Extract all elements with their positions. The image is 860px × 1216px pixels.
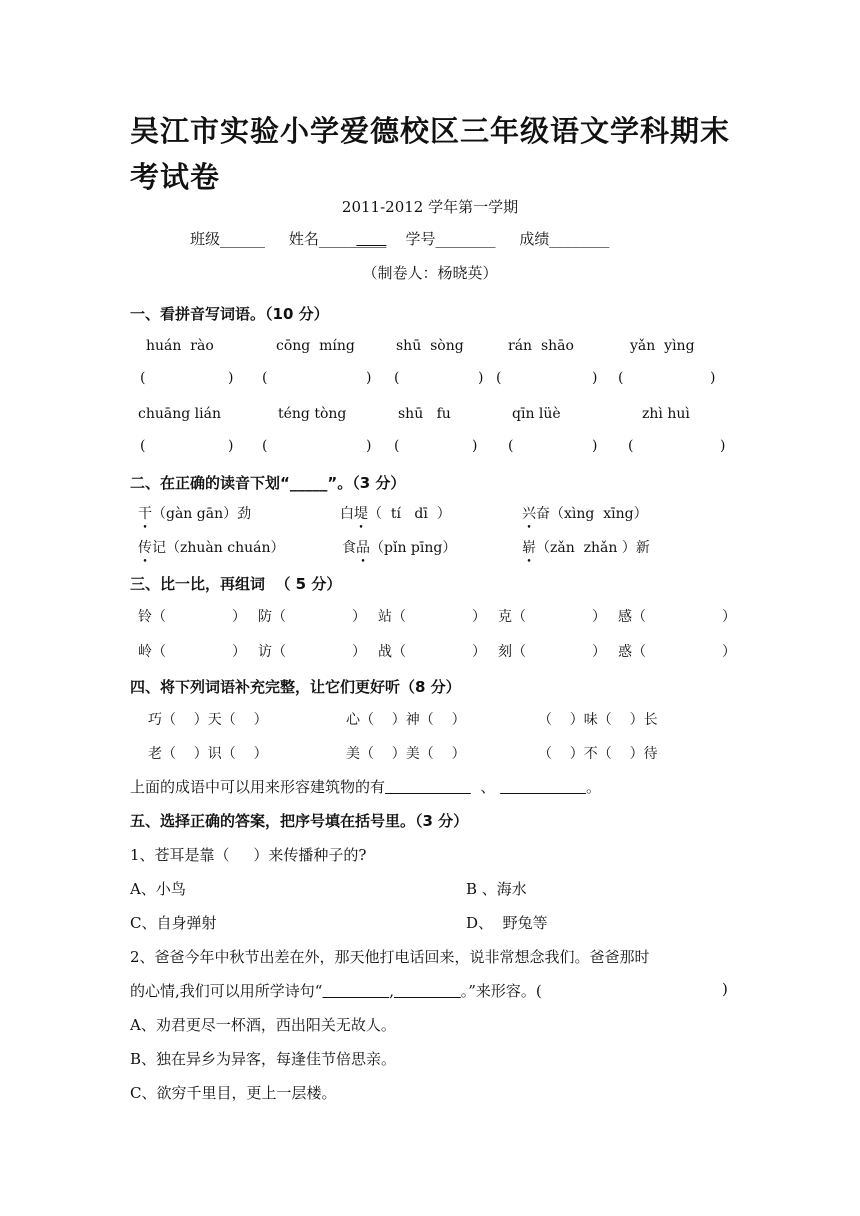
paren-close: ) bbox=[366, 370, 372, 386]
paren-close: ) bbox=[366, 438, 372, 454]
answer-blank[interactable] bbox=[500, 778, 586, 796]
compare-char: 惑（ bbox=[618, 644, 646, 660]
idiom: （ ）味（ ）长 bbox=[538, 712, 658, 728]
paren-open: ( bbox=[394, 370, 400, 386]
question-2-line-2 bbox=[130, 980, 730, 1001]
reading-item[interactable] bbox=[138, 537, 284, 557]
reading-item[interactable] bbox=[522, 503, 648, 523]
question-text: 的心情,我们可以用所学诗句“ bbox=[130, 982, 323, 1000]
paren-close: ) bbox=[720, 438, 726, 454]
answer-paren-close: ) bbox=[722, 980, 728, 998]
paren-open: ( bbox=[618, 370, 624, 386]
section3-heading: 三、比一比，再组词 （ 5 分） bbox=[130, 575, 342, 593]
pinyin: rán shāo bbox=[508, 338, 574, 354]
reading-item[interactable] bbox=[342, 537, 456, 557]
answer-blank[interactable] bbox=[322, 982, 389, 1000]
answer-blank[interactable] bbox=[385, 778, 471, 796]
comma: , bbox=[389, 982, 394, 1000]
pinyin: shū fu bbox=[398, 406, 451, 422]
paren-close: ) bbox=[592, 370, 598, 386]
name-field[interactable]: 姓名_____ bbox=[288, 230, 357, 248]
period: 。 bbox=[586, 778, 602, 796]
paren-open: ( bbox=[262, 438, 268, 454]
compare-row-1[interactable] bbox=[0, 606, 860, 630]
name-blank[interactable]: ____ bbox=[356, 230, 387, 248]
paren-close: ） bbox=[352, 609, 366, 625]
reading-row-2 bbox=[0, 537, 860, 561]
reading-row-1 bbox=[0, 503, 860, 527]
student-id-field[interactable]: 学号________ bbox=[405, 230, 496, 248]
dotted-char: 干 bbox=[138, 506, 152, 522]
paren-open: ( bbox=[140, 370, 146, 386]
reading-text: 记（zhuàn chuán） bbox=[152, 540, 285, 556]
paren-close: ） bbox=[352, 644, 366, 660]
q2-option-c[interactable]: C、欲穷千里目，更上一层楼。 bbox=[130, 1084, 337, 1102]
paren-close: ) bbox=[228, 438, 234, 454]
paren-close: ) bbox=[478, 370, 484, 386]
option-b[interactable]: B 、海水 bbox=[466, 880, 527, 898]
idiom: 美（ ）美（ ） bbox=[346, 746, 466, 762]
answer-blank[interactable] bbox=[394, 982, 461, 1000]
compare-char: 铃（ bbox=[138, 609, 166, 625]
compare-char: 克（ bbox=[498, 609, 526, 625]
compare-char: 访（ bbox=[258, 644, 286, 660]
paren-close: ） bbox=[232, 644, 246, 660]
reading-text: （gàn gān）劲 bbox=[152, 506, 252, 522]
paren-close: ） bbox=[722, 609, 736, 625]
section4-heading: 四、将下列词语补充完整，让它们更好听（8 分） bbox=[130, 678, 461, 696]
paren-open: ( bbox=[262, 370, 268, 386]
reading-text: 白 bbox=[340, 506, 354, 522]
compare-char: 战（ bbox=[378, 644, 406, 660]
pinyin: qīn lüè bbox=[512, 406, 561, 422]
paren-close: ） bbox=[472, 644, 486, 660]
option-d[interactable]: D、 野兔等 bbox=[466, 914, 548, 932]
compare-char: 岭（ bbox=[138, 644, 166, 660]
dotted-char: 兴 bbox=[522, 506, 536, 522]
idiom: 心（ ）神（ ） bbox=[346, 712, 466, 728]
reading-text: （pǐn pīng） bbox=[370, 540, 457, 556]
paren-open: ( bbox=[496, 370, 502, 386]
paren-close: ) bbox=[472, 438, 478, 454]
dotted-char: 堤 bbox=[354, 506, 368, 522]
compare-char: 站（ bbox=[378, 609, 406, 625]
reading-text: （zǎn zhǎn ）新 bbox=[536, 540, 650, 556]
reading-item[interactable] bbox=[340, 503, 451, 523]
section1-heading: 一、看拼音写词语。（10 分） bbox=[130, 305, 329, 323]
building-idiom-question bbox=[130, 776, 601, 797]
pinyin: yǎn yìng bbox=[630, 338, 695, 354]
idiom: （ ）不（ ）待 bbox=[538, 746, 658, 762]
paren-close: ） bbox=[232, 609, 246, 625]
separator: 、 bbox=[480, 778, 496, 796]
pinyin: huán rào bbox=[146, 338, 214, 354]
option-a[interactable]: A、小鸟 bbox=[130, 880, 186, 898]
semester: 2011-2012 学年第一学期 bbox=[341, 198, 519, 216]
section5-heading: 五、选择正确的答案，把序号填在括号里。（3 分） bbox=[130, 812, 469, 830]
option-c[interactable]: C、自身弹射 bbox=[130, 914, 217, 932]
answer-row-2[interactable] bbox=[0, 438, 860, 462]
pinyin-row-1 bbox=[0, 338, 860, 362]
question-text: 上面的成语中可以用来形容建筑物的有 bbox=[130, 778, 386, 796]
question-2-line-1: 2、爸爸今年中秋节出差在外，那天他打电话回来，说非常想念我们。爸爸那时 bbox=[130, 948, 650, 966]
paren-open: ( bbox=[508, 438, 514, 454]
paren-close: ) bbox=[592, 438, 598, 454]
paren-close: ) bbox=[710, 370, 716, 386]
reading-item[interactable] bbox=[138, 503, 251, 523]
paren-open: ( bbox=[394, 438, 400, 454]
idiom: 巧（ ）天（ ） bbox=[148, 712, 268, 728]
idiom-row-2[interactable] bbox=[0, 743, 860, 767]
score-field[interactable]: 成绩________ bbox=[519, 230, 610, 248]
dotted-char: 崭 bbox=[522, 540, 536, 556]
dotted-char: 品 bbox=[356, 540, 370, 556]
section2-heading: 二、在正确的读音下划“_____”。（3 分） bbox=[130, 474, 406, 492]
paren-close: ) bbox=[228, 370, 234, 386]
question-1[interactable]: 1、苍耳是靠（ ）来传播种子的? bbox=[130, 846, 367, 864]
reading-item[interactable] bbox=[522, 537, 650, 557]
paren-open: ( bbox=[628, 438, 634, 454]
dotted-char: 传 bbox=[138, 540, 152, 556]
idiom-row-1[interactable] bbox=[0, 709, 860, 733]
answer-row-1[interactable] bbox=[0, 370, 860, 394]
pinyin: shū sòng bbox=[396, 338, 464, 354]
paren-close: ） bbox=[592, 644, 606, 660]
pinyin-row-2 bbox=[0, 406, 860, 430]
idiom: 老（ ）识（ ） bbox=[148, 746, 268, 762]
compare-row-2[interactable] bbox=[0, 641, 860, 665]
paren-close: ） bbox=[722, 644, 736, 660]
page-title: 吴江市实验小学爱德校区三年级语文学科期末考试卷 bbox=[130, 114, 731, 194]
paren-close: ） bbox=[592, 609, 606, 625]
compare-char: 刻（ bbox=[498, 644, 526, 660]
compare-char: 防（ bbox=[258, 609, 286, 625]
reading-text: 奋（xìng xīng） bbox=[536, 506, 648, 522]
paren-open: ( bbox=[140, 438, 146, 454]
student-info-line bbox=[190, 228, 750, 249]
pinyin: téng tòng bbox=[278, 406, 347, 422]
compare-char: 感（ bbox=[618, 609, 646, 625]
pinyin: zhì huì bbox=[642, 406, 690, 422]
question-text: 。”来形容。( bbox=[460, 982, 542, 1000]
maker: （制卷人：杨晓英） bbox=[362, 264, 498, 282]
q2-option-a[interactable]: A、劝君更尽一杯酒，西出阳关无故人。 bbox=[130, 1016, 396, 1034]
reading-text: 食 bbox=[342, 540, 356, 556]
reading-text: （ tí dī ） bbox=[368, 506, 451, 522]
q2-option-b[interactable]: B、独在异乡为异客，每逢佳节倍思亲。 bbox=[130, 1050, 397, 1068]
paren-close: ） bbox=[472, 609, 486, 625]
class-field[interactable]: 班级______ bbox=[190, 230, 266, 248]
pinyin: cōng míng bbox=[276, 338, 355, 354]
pinyin: chuāng lián bbox=[138, 406, 221, 422]
